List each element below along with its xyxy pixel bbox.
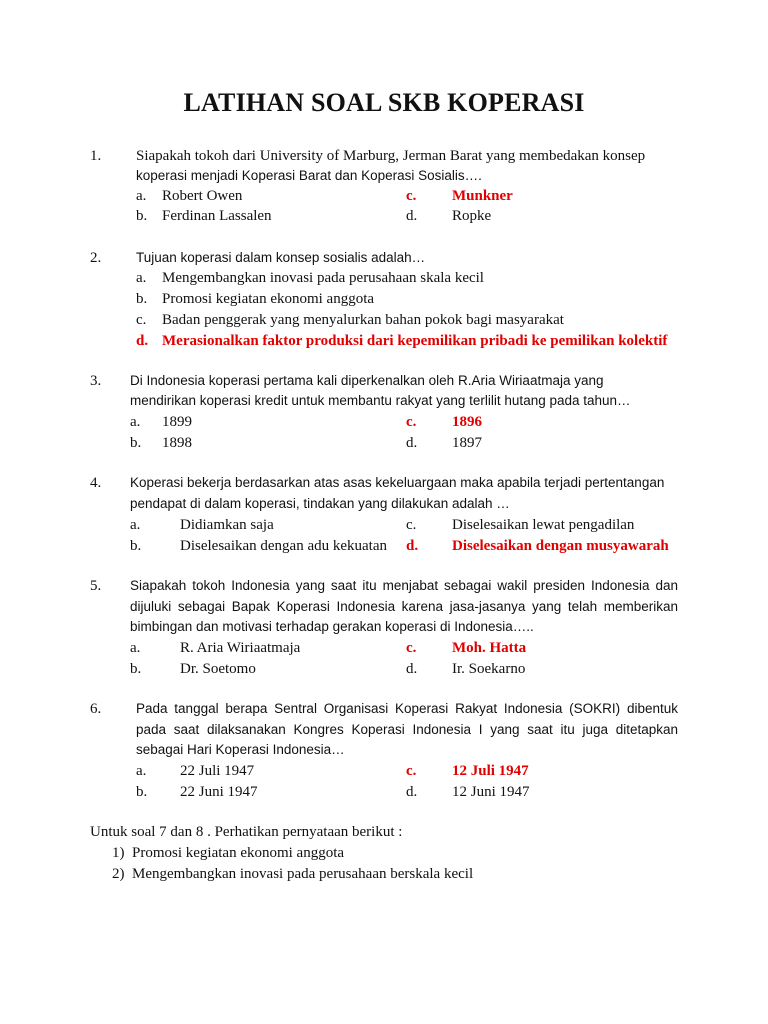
- question-text-line: bimbingan dan motivasi terhadap gerakan koperasi di Indonesia…..: [130, 619, 534, 634]
- question-text-line: Siapakah tokoh dari University of Marburg, Jerman Barat yang membedakan konsep: [136, 148, 646, 164]
- question-text-line: pada saat dilaksanakan Kongres Koperasi Indonesia I yang saat itu juga ditetapkan: [136, 722, 678, 737]
- option-text: Ir. Soekarno: [452, 661, 526, 677]
- option-letter: d.: [406, 435, 418, 451]
- statement-text: Promosi kegiatan ekonomi anggota: [132, 845, 345, 861]
- page-title: LATIHAN SOAL SKB KOPERASI: [183, 88, 585, 117]
- option-text-correct: 12 Juli 1947: [452, 763, 529, 779]
- question-text-line: Siapakah tokoh Indonesia yang saat itu menjabat sebagai wakil presiden Indonesia dan: [130, 578, 678, 593]
- question-text-line: Tujuan koperasi dalam konsep sosialis adalah…: [136, 250, 426, 265]
- question-number: 5.: [90, 578, 102, 594]
- option-letter: b.: [136, 208, 148, 224]
- option-text: 22 Juni 1947: [180, 784, 258, 800]
- option-letter: b.: [130, 661, 142, 677]
- option-text: R. Aria Wiriaatmaja: [180, 640, 301, 656]
- question-number: 4.: [90, 475, 102, 491]
- option-text: Diselesaikan lewat pengadilan: [452, 517, 635, 533]
- question-text-line: sebagai Hari Koperasi Indonesia…: [136, 742, 345, 757]
- question-number: 3.: [90, 373, 102, 389]
- question-text-line: dijuluki sebagai Bapak Koperasi Indonesia karena jasa-jasanya yang telah memberikan: [130, 599, 678, 614]
- option-letter: a.: [136, 763, 147, 779]
- option-letter: a.: [136, 270, 147, 286]
- option-text-correct: Diselesaikan dengan musyawarah: [452, 538, 669, 554]
- option-letter: a.: [130, 517, 141, 533]
- option-letter-correct: c.: [406, 640, 417, 656]
- option-letter-correct: c.: [406, 414, 417, 430]
- statement-text: Mengembangkan inovasi pada perusahaan berskala kecil: [132, 866, 474, 882]
- option-text-correct: Merasionalkan faktor produksi dari kepemilikan pribadi ke pemilikan kolektif: [162, 333, 668, 349]
- option-text: 1899: [162, 414, 192, 430]
- option-text: Mengembangkan inovasi pada perusahaan skala kecil: [162, 270, 484, 286]
- option-text: 1897: [452, 435, 482, 451]
- option-text: Dr. Soetomo: [180, 661, 256, 677]
- question-text-line: pendapat di dalam koperasi, tindakan yang dilakukan adalah …: [130, 496, 510, 511]
- option-text-correct: 1896: [452, 414, 482, 430]
- section-intro: Untuk soal 7 dan 8 . Perhatikan pernyataan berikut :: [90, 824, 403, 840]
- option-letter: c.: [136, 312, 147, 328]
- option-text: Robert Owen: [162, 188, 243, 204]
- option-letter: a.: [136, 188, 147, 204]
- option-text-correct: Moh. Hatta: [452, 640, 527, 656]
- option-text: Badan penggerak yang menyalurkan bahan pokok bagi masyarakat: [162, 312, 564, 328]
- option-letter: a.: [130, 414, 141, 430]
- option-letter: a.: [130, 640, 141, 656]
- option-letter: b.: [136, 784, 148, 800]
- option-letter-correct: d.: [136, 333, 149, 349]
- option-letter-correct: d.: [406, 538, 419, 554]
- option-text: Ropke: [452, 208, 492, 224]
- option-text-correct: Munkner: [452, 188, 513, 204]
- question-number: 2.: [90, 250, 102, 266]
- option-letter: b.: [136, 291, 148, 307]
- option-text: Didiamkan saja: [180, 517, 274, 533]
- option-letter: b.: [130, 538, 142, 554]
- question-text-line: Pada tanggal berapa Sentral Organisasi Koperasi Rakyat Indonesia (SOKRI) dibentuk: [136, 701, 678, 716]
- option-letter: d.: [406, 208, 418, 224]
- option-letter: c.: [406, 517, 417, 533]
- question-text-line: Koperasi bekerja berdasarkan atas asas kekeluargaan maka apabila terjadi pertentangan: [130, 475, 665, 490]
- option-text: Ferdinan Lassalen: [162, 208, 272, 224]
- option-letter: d.: [406, 784, 418, 800]
- question-number: 6.: [90, 701, 102, 717]
- question-text-line: mendirikan koperasi kredit untuk membantu rakyat yang terlilit hutang pada tahun…: [130, 393, 631, 408]
- statement-number: 1): [112, 845, 125, 861]
- option-letter: d.: [406, 661, 418, 677]
- question-text-line: Di Indonesia koperasi pertama kali diperkenalkan oleh R.Aria Wiriaatmaja yang: [130, 373, 604, 388]
- option-text: Promosi kegiatan ekonomi anggota: [162, 291, 375, 307]
- statement-number: 2): [112, 866, 125, 882]
- question-number: 1.: [90, 148, 102, 164]
- option-text: 1898: [162, 435, 192, 451]
- option-letter-correct: c.: [406, 188, 417, 204]
- question-text-line: koperasi menjadi Koperasi Barat dan Koperasi Sosialis….: [136, 168, 482, 183]
- option-text: Diselesaikan dengan adu kekuatan: [180, 538, 388, 554]
- option-text: 22 Juli 1947: [180, 763, 255, 779]
- option-letter-correct: c.: [406, 763, 417, 779]
- option-letter: b.: [130, 435, 142, 451]
- option-text: 12 Juni 1947: [452, 784, 530, 800]
